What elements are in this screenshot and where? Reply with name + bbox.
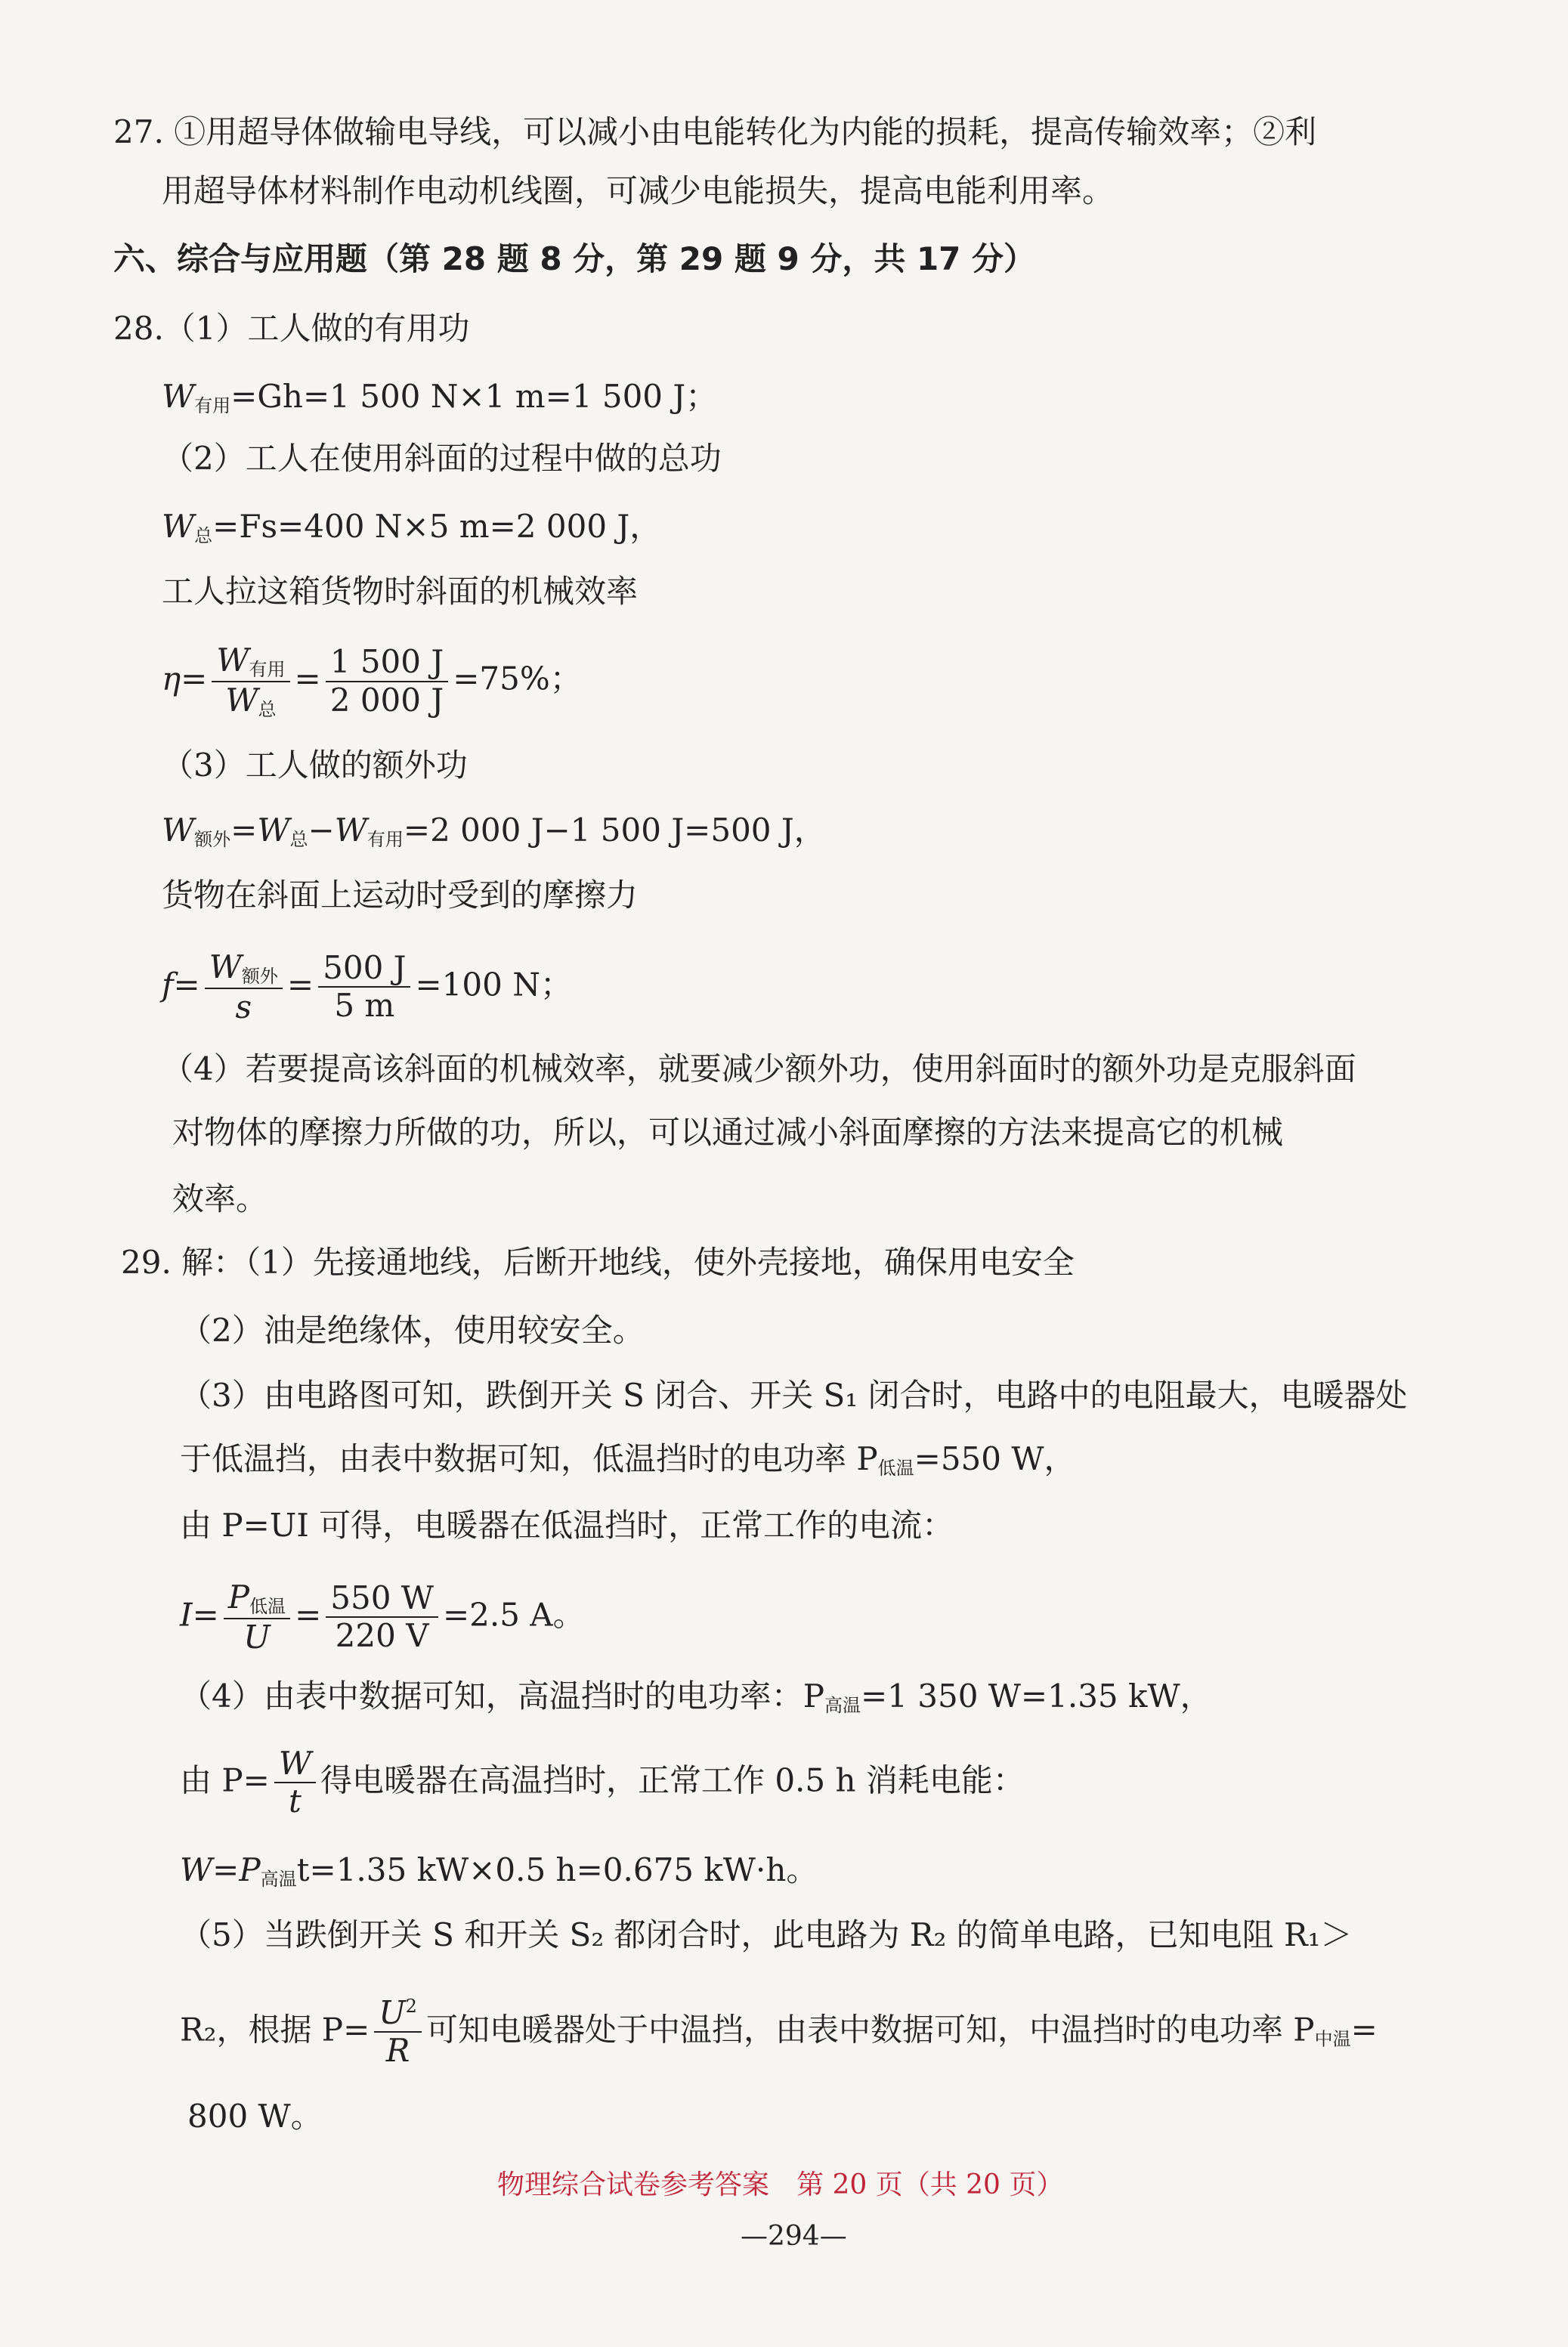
q29-part2-text: （2）油是绝缘体，使用较安全。 bbox=[180, 1312, 645, 1349]
current-fraction-symbolic: $\frac{P_{低温}}{U}$ bbox=[224, 1579, 290, 1656]
q29-energy-equation: $W=P_{高温}t=1.35$ kW×0.5 h=0.675 kW·h。 bbox=[180, 1851, 818, 1890]
q29-current-equation: I= $\frac{P_{低温}}{U}$ = $\frac{550 W}{220 V}$ =2.5 A。 bbox=[180, 1579, 585, 1656]
power-voltage-resistance-fraction: $\frac{U^2}{R}$ bbox=[374, 1995, 422, 2070]
page-number: —294— bbox=[741, 2221, 847, 2252]
q28-extra-work-equation: $W_{额外}=W_总-W_{有用}=2$ 000 J−1 500 J=500 J， bbox=[162, 812, 826, 850]
q28-part4-line1: （4）若要提高该斜面的机械效率，就要减少额外功，使用斜面时的额外功是克服斜面 bbox=[162, 1050, 1356, 1087]
q27-line1: 27. ①用超导体做输电导线，可以减小由电能转化为内能的损耗，提高传输效率；②利 bbox=[113, 113, 1317, 150]
q29-part5-line3: 800 W。 bbox=[187, 2098, 323, 2135]
footer-caption: 物理综合试卷参考答案 第 20 页（共 20 页） bbox=[497, 2169, 1064, 2200]
friction-fraction-values: $\frac{500 J}{5 m}$ bbox=[318, 950, 410, 1025]
section-heading: 六、综合与应用题（第 28 题 8 分，第 29 题 9 分，共 17 分） bbox=[113, 240, 1036, 277]
q28-efficiency-equation: η= $\frac{W_{有用}}{W_总}$ = $\frac{1 500 J}{2 000 J}$ =75%； bbox=[162, 642, 582, 720]
power-formula-fraction: $\frac{W}{t}$ bbox=[274, 1746, 316, 1820]
q29-part3-line3: 由 P=UI 可得，电暖器在低温挡时，正常工作的电流： bbox=[180, 1507, 954, 1544]
q28-part4-line2: 对物体的摩擦力所做的功，所以，可以通过减小斜面摩擦的方法来提高它的机械 bbox=[172, 1114, 1284, 1151]
q29-part3-line1: （3）由电路图可知，跌倒开关 S 闭合、开关 S₁ 闭合时，电路中的电阻最大，电暖器处 bbox=[180, 1377, 1408, 1414]
q28-useful-work-equation: $W_{有用}=Gh=1$ 500 N×1 m=1 500 J； bbox=[162, 378, 718, 416]
q29-part5-line1: （5）当跌倒开关 S 和开关 S₂ 都闭合时，此电路为 R₂ 的简单电路，已知电阻 R₁＞ bbox=[180, 1916, 1353, 1953]
q28-part3-text: （3）工人做的额外功 bbox=[162, 747, 468, 784]
q29-part4-line2: 由 P= $\frac{W}{t}$ 得电暖器在高温挡时，正常工作 0.5 h 消耗电能： bbox=[180, 1745, 1025, 1820]
q28-friction-equation: f= $\frac{W_{额外}}{s}$ = $\frac{500 J}{5 m}$ =100 N； bbox=[162, 948, 572, 1025]
q28-part1-text: 28.（1）工人做的有用功 bbox=[113, 310, 470, 347]
q28-efficiency-text: 工人拉这箱货物时斜面的机械效率 bbox=[162, 573, 639, 610]
q28-part4-line3: 效率。 bbox=[172, 1180, 268, 1217]
q28-total-work-equation: $W_总=Fs=400$ N×5 m=2 000 J， bbox=[162, 508, 662, 546]
q29-part3-line2: 于低温挡，由表中数据可知，低温挡时的电功率 $P_{低温}=550$ W， bbox=[180, 1440, 1076, 1479]
q29-part5-line2: R₂，根据 P= $\frac{U^2}{R}$ 可知电暖器处于中温挡，由表中数据可知，中温挡时的电功率 $P_{中温}=$ bbox=[180, 1994, 1378, 2070]
q29-part1-text: 29. 解：（1）先接通地线，后断开地线，使外壳接地，确保用电安全 bbox=[121, 1244, 1075, 1281]
q28-part2-text: （2）工人在使用斜面的过程中做的总功 bbox=[162, 440, 722, 477]
q29-part4-line1: （4）由表中数据可知，高温挡时的电功率：$P_{高温}=1$ 350 W=1.35 kW， bbox=[180, 1678, 1212, 1716]
friction-fraction-symbolic: $\frac{W_{额外}}{s}$ bbox=[205, 949, 283, 1025]
current-fraction-values: $\frac{550 W}{220 V}$ bbox=[326, 1580, 438, 1655]
q27-line2: 用超导体材料制作电动机线圈，可减少电能损失，提高电能利用率。 bbox=[162, 172, 1115, 209]
q28-friction-text: 货物在斜面上运动时受到的摩擦力 bbox=[162, 877, 639, 914]
efficiency-fraction-values: $\frac{1 500 J}{2 000 J}$ bbox=[326, 644, 448, 719]
efficiency-fraction-symbolic: $\frac{W_{有用}}{W_总}$ bbox=[212, 642, 289, 720]
